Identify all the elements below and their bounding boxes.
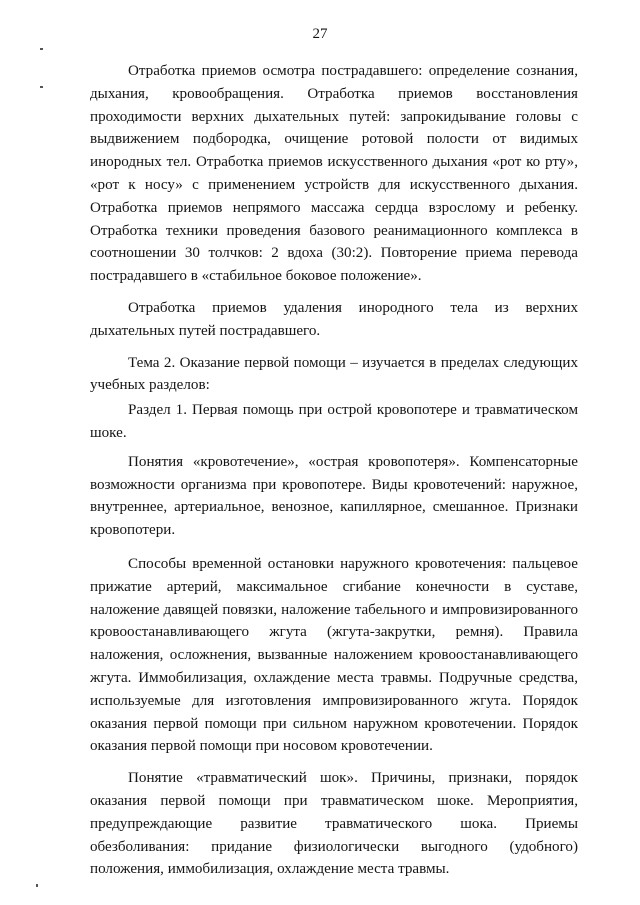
paragraph-blood-loss-concepts: Понятия «кровотечение», «острая кровопотеря». Компенсаторные возможности организма при кровопотере. Виды кровотечений: наружное, внутреннее, артериальное, венозное, капиллярное, смешанное. Признаки кровопотери.	[90, 453, 578, 539]
paragraph-bleeding-control: Способы временной остановки наружного кровотечения: пальцевое прижатие артерий, максимальное сгибание конечности в суставе, наложение давящей повязки, наложение табельного и импровизированного кровоостанавливающего жгута (жгута-закрутки, ремня). Правила наложения, осложнения, вызванные наложением кровоостанавливающего жгута. Иммобилизация, охлаждение места травмы. Подручные средства, используемые для изготовления импровизированного жгута. Порядок оказания первой помощи при сильном наружном кровотечении. Порядок оказания первой помощи при носовом кровотечении.	[90, 555, 578, 755]
paragraph-first-aid-drills: Отработка приемов осмотра пострадавшего: определение сознания, дыхания, кровообращения. Отработка приемов восстановления проходимости верхних дыхательных путей: запрокидывание головы с выдвижением подбородка, очищение ротовой полости от видимых инородных тел. Отработка приемов искусственного дыхания «рот ко рту», «рот к носу» с применением устройств для искусственного дыхания. Отработка приемов непрямого массажа сердца взрослому и ребенку. Отработка техники проведения базового реанимационного комплекса в соотношении 30 толчков: 2 вдоха (30:2). Повторение приема перевода пострадавшего в «стабильное боковое положение».	[90, 63, 578, 285]
scan-mark	[40, 86, 43, 88]
paragraph-section-heading: Раздел 1. Первая помощь при острой кровопотере и травматическом шоке.	[90, 402, 578, 441]
paragraph-foreign-body-removal: Отработка приемов удаления инородного тела из верхних дыхательных путей пострадавшего.	[90, 299, 578, 339]
document-body	[90, 60, 578, 881]
paragraph-traumatic-shock: Понятие «травматический шок». Причины, признаки, порядок оказания первой помощи при травматическом шоке. Мероприятия, предупреждающие развитие травматического шока. Приемы обезболивания: придание физиологически выгодного (удобного) положения, иммобилизация, охлаждение места травмы.	[90, 770, 578, 878]
scan-mark	[40, 48, 43, 50]
scan-mark	[36, 884, 38, 887]
paragraph-topic-heading: Тема 2. Оказание первой помощи – изучается в пределах следующих учебных разделов:	[90, 354, 578, 394]
page-number: 27	[312, 26, 328, 42]
